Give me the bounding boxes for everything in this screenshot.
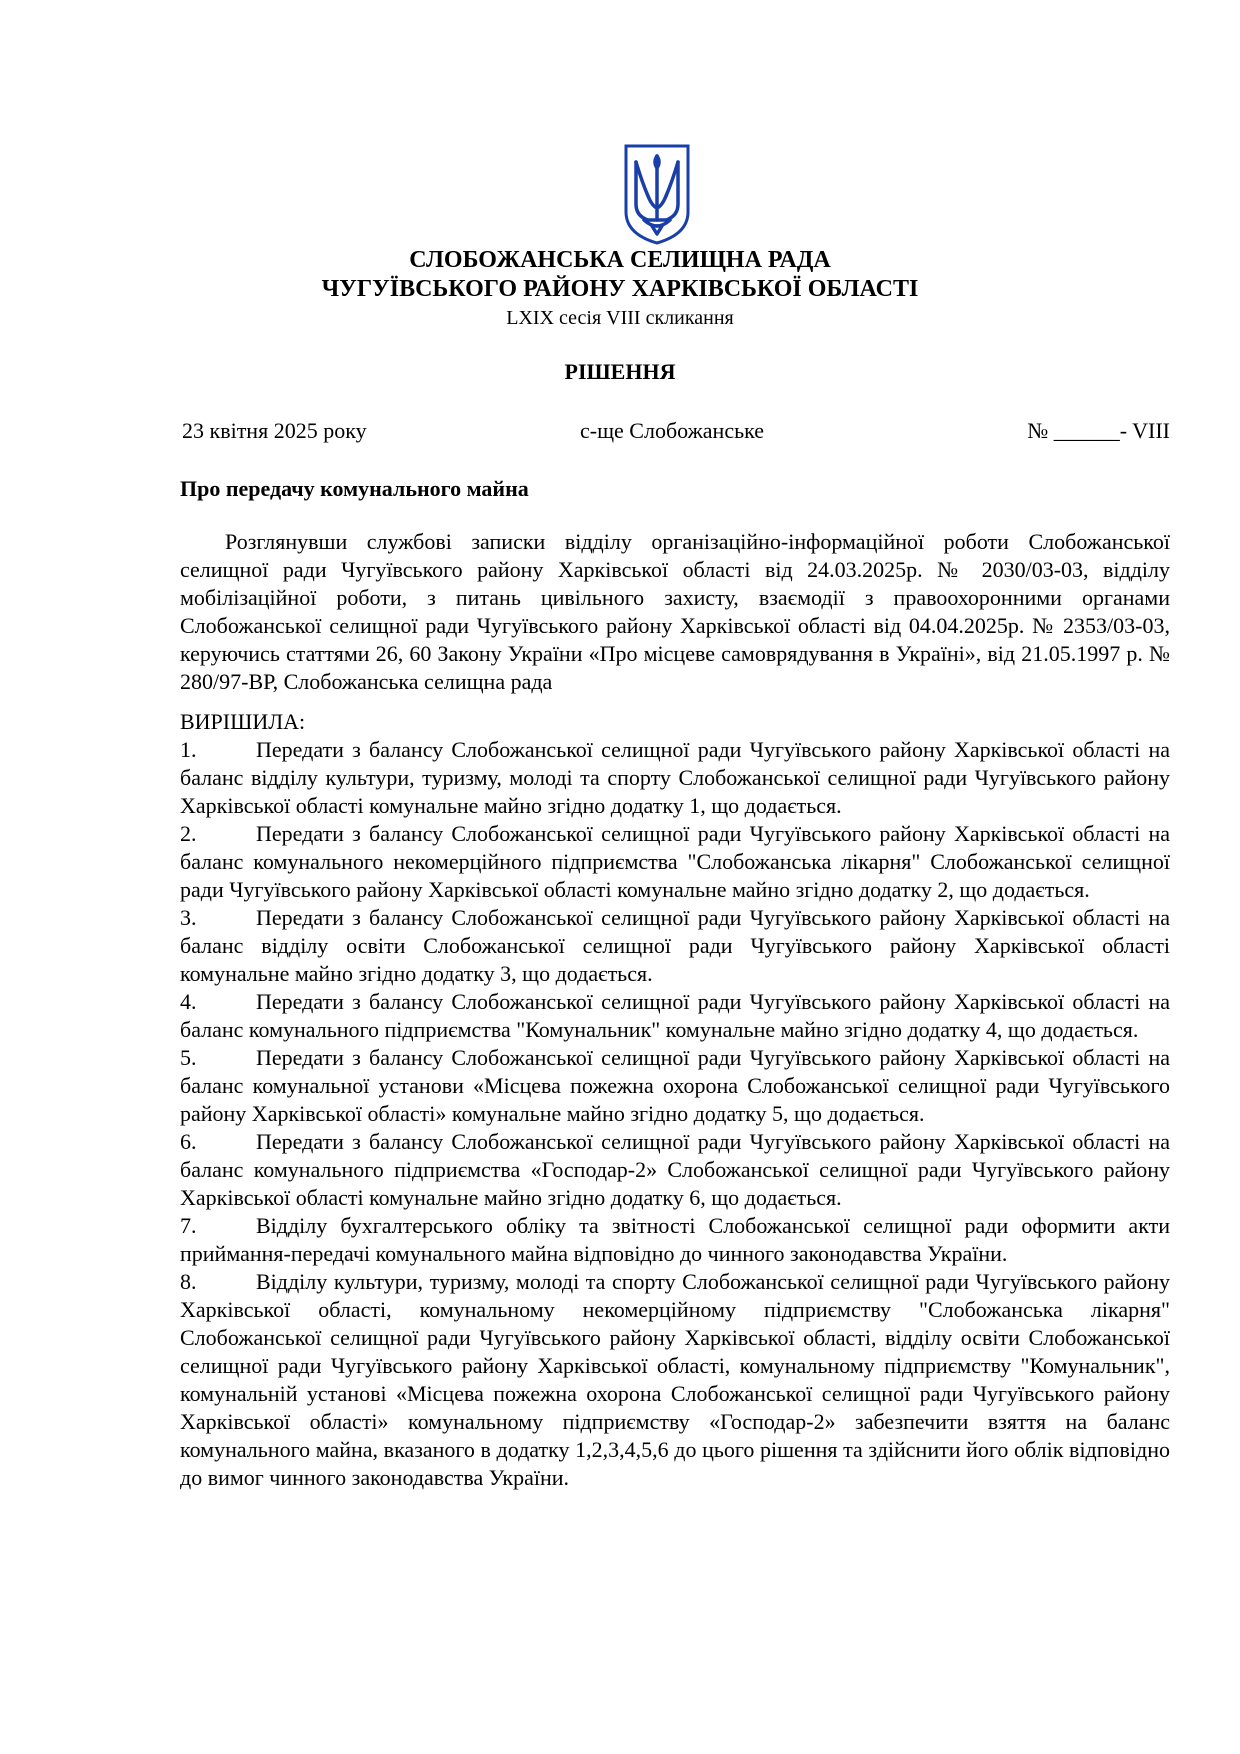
trident-coat-of-arms-icon: [622, 142, 692, 246]
resolved-label: ВИРІШИЛА:: [180, 709, 306, 734]
decision-date: 23 квітня 2025 року: [182, 418, 367, 443]
list-item-number: 6.: [180, 1129, 197, 1154]
list-item: [180, 1268, 1170, 1492]
list-item-number: 2.: [180, 821, 197, 846]
list-item-number: 7.: [180, 1213, 197, 1238]
list-item-text: Передати з балансу Слобожанської селищної ради Чугуївського району Харківської області на баланс комунальної установи «Місцева пожежна охорона Слобожанської селищної ради Чугуївського району Харківської області» комунальне майно згідно додатку 5, що додається.: [180, 1045, 1170, 1126]
council-name: СЛОБОЖАНСЬКА СЕЛИЩНА РАДА: [409, 247, 831, 273]
list-item-number: 4.: [180, 989, 197, 1014]
list-item: [180, 1212, 1170, 1268]
preamble-paragraph: Розглянувши службові записки відділу організаційно-інформаційної роботи Слобожанської селищної ради Чугуївського району Харківської області від 24.03.2025р. № 2030/03-03, відділу мобілізаційної роботи, з питань цивільного захисту, взаємодії з правоохоронними органами Слобожанської селищної ради Чугуївського району Харківської області від 04.04.2025р. № 2353/03-03, керуючись статтями 26, 60 Закону України «Про місцеве самоврядування в Україні», від 21.05.1997 р. № 280/97-ВР, Слобожанська селищна рада: [180, 529, 1170, 694]
list-item-text: Відділу культури, туризму, молоді та спорту Слобожанської селищної ради Чугуївського району Харківської області, комунальному некомерційному підприємству "Слобожанська лікарня" Слобожанської селищної ради Чугуївського району Харківської області, відділу освіти Слобожанської селищної ради Чугуївського району Харківської області, комунальному підприємству "Комунальник", комунальній установі «Місцева пожежна охорона Слобожанської селищної ради Чугуївського району Харківської області» комунальному підприємству «Господар-2» забезпечити взяття на баланс комунального майна, вказаного в додатку 1,2,3,4,5,6 до цього рішення та здійснити його облік відповідно до вимог чинного законодавства України.: [180, 1269, 1170, 1490]
list-item: [180, 1128, 1170, 1212]
list-item: [180, 820, 1170, 904]
list-item-number: 5.: [180, 1045, 197, 1070]
list-item: [180, 1044, 1170, 1128]
list-item: [180, 904, 1170, 988]
list-item-text: Передати з балансу Слобожанської селищної ради Чугуївського району Харківської області на баланс відділу освіти Слобожанської селищної ради Чугуївського району Харківської області комунальне майно згідно додатку 3, що додається.: [180, 905, 1170, 986]
list-item: [180, 988, 1170, 1044]
decision-subject: Про передачу комунального майна: [180, 476, 529, 501]
decision-place: с-ще Слобожанське: [580, 418, 765, 443]
list-item-number: 3.: [180, 905, 197, 930]
session-line: LXIX сесія VIII скликання: [506, 307, 734, 329]
decision-body: [180, 528, 1170, 1492]
decision-meta-row: [180, 416, 1170, 448]
list-item-text: Передати з балансу Слобожанської селищної ради Чугуївського району Харківської області на баланс комунального підприємства "Комунальник" комунальне майно згідно додатку 4, що додається.: [180, 989, 1170, 1042]
list-item-number: 1.: [180, 737, 197, 762]
list-item-text: Передати з балансу Слобожанської селищної ради Чугуївського району Харківської області на баланс комунального підприємства «Господар-2» Слобожанської селищної ради Чугуївського району Харківської області комунальне майно згідно додатку 6, що додається.: [180, 1129, 1170, 1210]
list-item-text: Відділу бухгалтерського обліку та звітності Слобожанської селищної ради оформити акти приймання-передачі комунального майна відповідно до чинного законодавства України.: [180, 1213, 1170, 1266]
list-item-text: Передати з балансу Слобожанської селищної ради Чугуївського району Харківської області на баланс відділу культури, туризму, молоді та спорту Слобожанської селищної ради Чугуївського району Харківської області комунальне майно згідно додатку 1, що додається.: [180, 737, 1170, 818]
district-name: ЧУГУЇВСЬКОГО РАЙОНУ ХАРКІВСЬКОЇ ОБЛАСТІ: [321, 276, 919, 302]
decision-number: № ______- VIII: [1027, 418, 1170, 443]
list-item-text: Передати з балансу Слобожанської селищної ради Чугуївського району Харківської області на баланс комунального некомерційного підприємства "Слобожанська лікарня" Слобожанської селищної ради Чугуївського району Харківської області комунальне майно згідно додатку 2, що додається.: [180, 821, 1170, 902]
decision-title: РІШЕННЯ: [564, 359, 676, 384]
list-item-number: 8.: [180, 1269, 197, 1294]
list-item: [180, 736, 1170, 820]
